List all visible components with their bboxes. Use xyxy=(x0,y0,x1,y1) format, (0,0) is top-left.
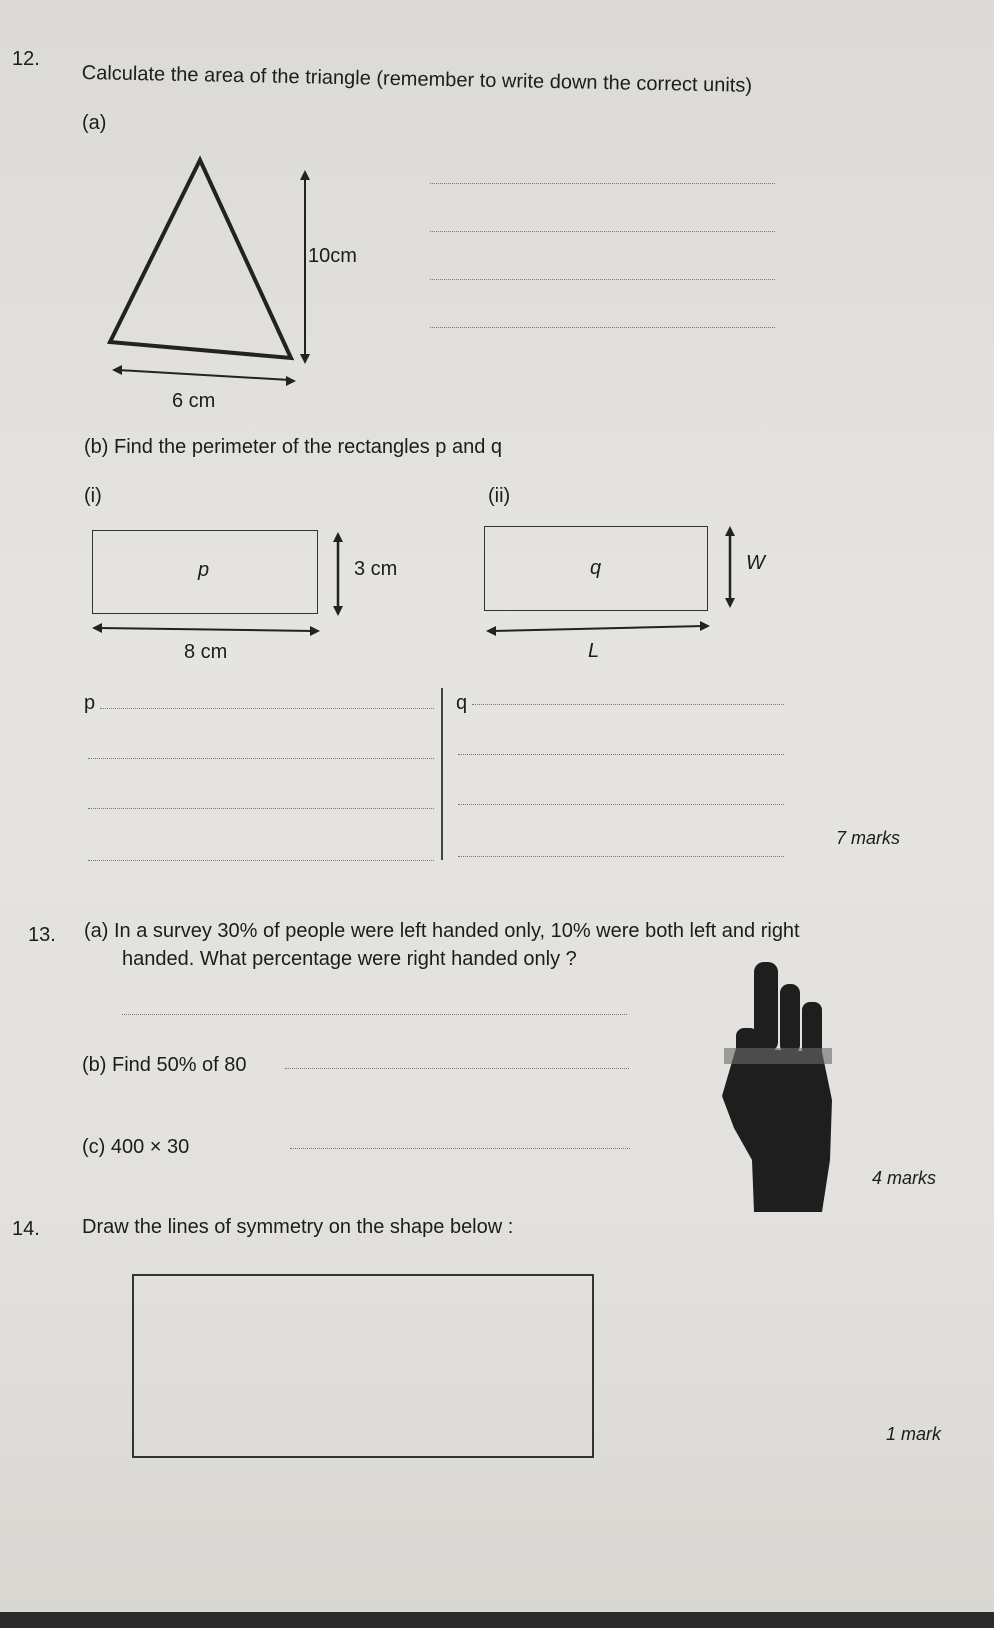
hand-image xyxy=(722,962,832,1212)
rect-q-width-arrow xyxy=(492,626,704,631)
q13c-answer-line[interactable] xyxy=(290,1148,630,1149)
rectangle-p-height-label: 3 cm xyxy=(354,558,398,580)
triangle-shape xyxy=(110,160,291,358)
q13-part-b: (b) Find 50% of 80 xyxy=(82,1054,247,1076)
q13-part-a-line2: handed. What percentage were right handed only ? xyxy=(122,948,577,970)
q12a-answer-line-2[interactable] xyxy=(430,231,775,232)
triangle-base-arrow xyxy=(118,370,290,380)
q14-marks: 1 mark xyxy=(886,1424,942,1444)
answer-q-prefix: q xyxy=(456,692,468,714)
q12-part-b: (b) Find the perimeter of the rectangles p and q xyxy=(84,436,503,458)
q12-sub-i: (i) xyxy=(84,485,102,507)
q14-question: Draw the lines of symmetry on the shape below : xyxy=(82,1216,514,1238)
rectangle-p-label: p xyxy=(198,559,210,581)
q12-part-a: (a) xyxy=(82,112,107,134)
q12-question: Calculate the area of the triangle (remember to write down the correct units) xyxy=(81,62,753,97)
rectangle-q-width-label: L xyxy=(588,640,600,662)
rectangle-p-width-label: 8 cm xyxy=(184,641,228,663)
q13-number: 13. xyxy=(28,924,56,946)
rectangle-q-height-label: W xyxy=(746,552,765,574)
triangle-base-label: 6 cm xyxy=(172,390,216,412)
answer-p-prefix: p xyxy=(84,692,96,714)
q14-number: 14. xyxy=(12,1218,40,1240)
q12a-answer-line-3[interactable] xyxy=(430,279,775,280)
q12-sub-ii: (ii) xyxy=(488,485,511,507)
symmetry-rectangle[interactable] xyxy=(132,1274,594,1458)
q12-number: 12. xyxy=(12,48,40,70)
answer-p-line-2[interactable] xyxy=(88,758,434,759)
q12a-answer-line-1[interactable] xyxy=(430,183,775,184)
answer-q-line-2[interactable] xyxy=(458,754,784,755)
answer-p-line-1[interactable] xyxy=(100,708,434,709)
rectangle-q-label: q xyxy=(590,557,602,579)
q12a-answer-line-4[interactable] xyxy=(430,327,775,328)
q13a-answer-line[interactable] xyxy=(122,1014,627,1015)
rect-p-width-arrow xyxy=(98,628,314,631)
q12-marks: 7 marks xyxy=(836,828,901,848)
answer-divider xyxy=(441,688,443,860)
q13-marks: 4 marks xyxy=(872,1168,937,1188)
answer-q-line-3[interactable] xyxy=(458,804,784,805)
answer-q-line-1[interactable] xyxy=(472,704,784,705)
answer-p-line-3[interactable] xyxy=(88,808,434,809)
q13-part-a-line1: (a) In a survey 30% of people were left handed only, 10% were both left and right xyxy=(84,920,800,942)
q13-part-c: (c) 400 × 30 xyxy=(82,1136,190,1158)
triangle-height-label: 10cm xyxy=(308,245,357,267)
answer-p-line-4[interactable] xyxy=(88,860,434,861)
answer-q-line-4[interactable] xyxy=(458,856,784,857)
q13b-answer-line[interactable] xyxy=(285,1068,629,1069)
